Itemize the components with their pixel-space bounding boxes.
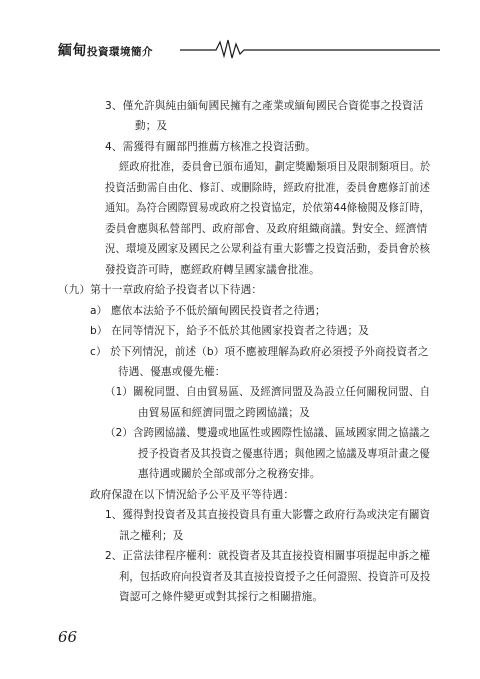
- sub-list-item: （2）含跨國協議、雙邊或地區性或國際性協議、區域國家間之協議之: [105, 427, 431, 440]
- list-item: 2、正當法律程序權利：就投資者及其直接投資相關事項提起申訴之權: [105, 550, 431, 563]
- text-line: 3、僅允許與純由緬甸國民擁有之產業或緬甸國民合資從事之投資活: [105, 100, 424, 112]
- text-line: 待遇、優惠或優先權：: [118, 365, 226, 378]
- text-line: 動；及: [135, 120, 168, 133]
- header-title-subtitle: 投資環境簡介: [87, 46, 153, 58]
- sub-list-item: （1）關稅同盟、自由貿易區、及經濟同盟及為設立任何關稅同盟、自: [105, 386, 431, 399]
- page-number: 66: [58, 628, 78, 646]
- text-line: 授予投資者及其投資之優惠待遇；與他國之協議及專項計畫之優: [138, 447, 430, 460]
- list-item: 1、獲得對投資者及其直接投資具有重大影響之政府行為或決定有關資: [105, 509, 431, 522]
- running-header: [58, 36, 440, 60]
- text-line: 經政府批准，委員會已頒布通知，劃定獎勵類項目及限制類項目。於: [119, 161, 431, 174]
- header-title: [58, 40, 153, 60]
- text-line: 訊之權利；及: [119, 529, 184, 542]
- text-line: 況、環境及國家及國民之公眾利益有重大影響之投資活動，委員會於核: [105, 243, 431, 256]
- text-line: 資認可之條件變更或對其採行之相關措施。: [119, 591, 324, 603]
- text-line: 4、需獲得有關部門推薦方核准之投資活動。: [105, 140, 317, 153]
- text-line: 委員會應與私營部門、政府部會、及政府組織商議。對安全、經濟情: [105, 222, 428, 235]
- section-heading: （九）第十一章政府給予投資者以下待遇：: [58, 284, 263, 297]
- text-line: 政府保證在以下情況給予公平及平等待遇：: [90, 488, 295, 501]
- text-line: 利，包括政府向投資者及其直接投資授予之任何證照、投資許可及投: [119, 570, 431, 583]
- text-line: 發投資許可時，應經政府轉呈國家議會批准。: [105, 263, 320, 276]
- header-title-country: 緬甸: [58, 43, 87, 59]
- text-line: 由貿易區和經濟同盟之跨國協議；及: [138, 406, 310, 419]
- list-item: a） 應依本法給予不低於緬甸國民投資者之待遇；: [90, 304, 326, 317]
- text-line: 通知。為符合國際貿易或政府之投資協定，於依第44條檢閱及修訂時，: [105, 202, 431, 215]
- text-line: 惠待遇或關於全部或部分之稅務安排。: [138, 468, 321, 481]
- text-line: 投資活動需自由化、修訂、或刪除時，經政府批准，委員會應修訂前述: [105, 181, 431, 194]
- list-item: b） 在同等情況下，給予不低於其他國家投資者之待遇；及: [90, 325, 369, 338]
- list-item: c） 於下列情況，前述（b）項不應被理解為政府必須授予外商投資者之: [90, 345, 429, 358]
